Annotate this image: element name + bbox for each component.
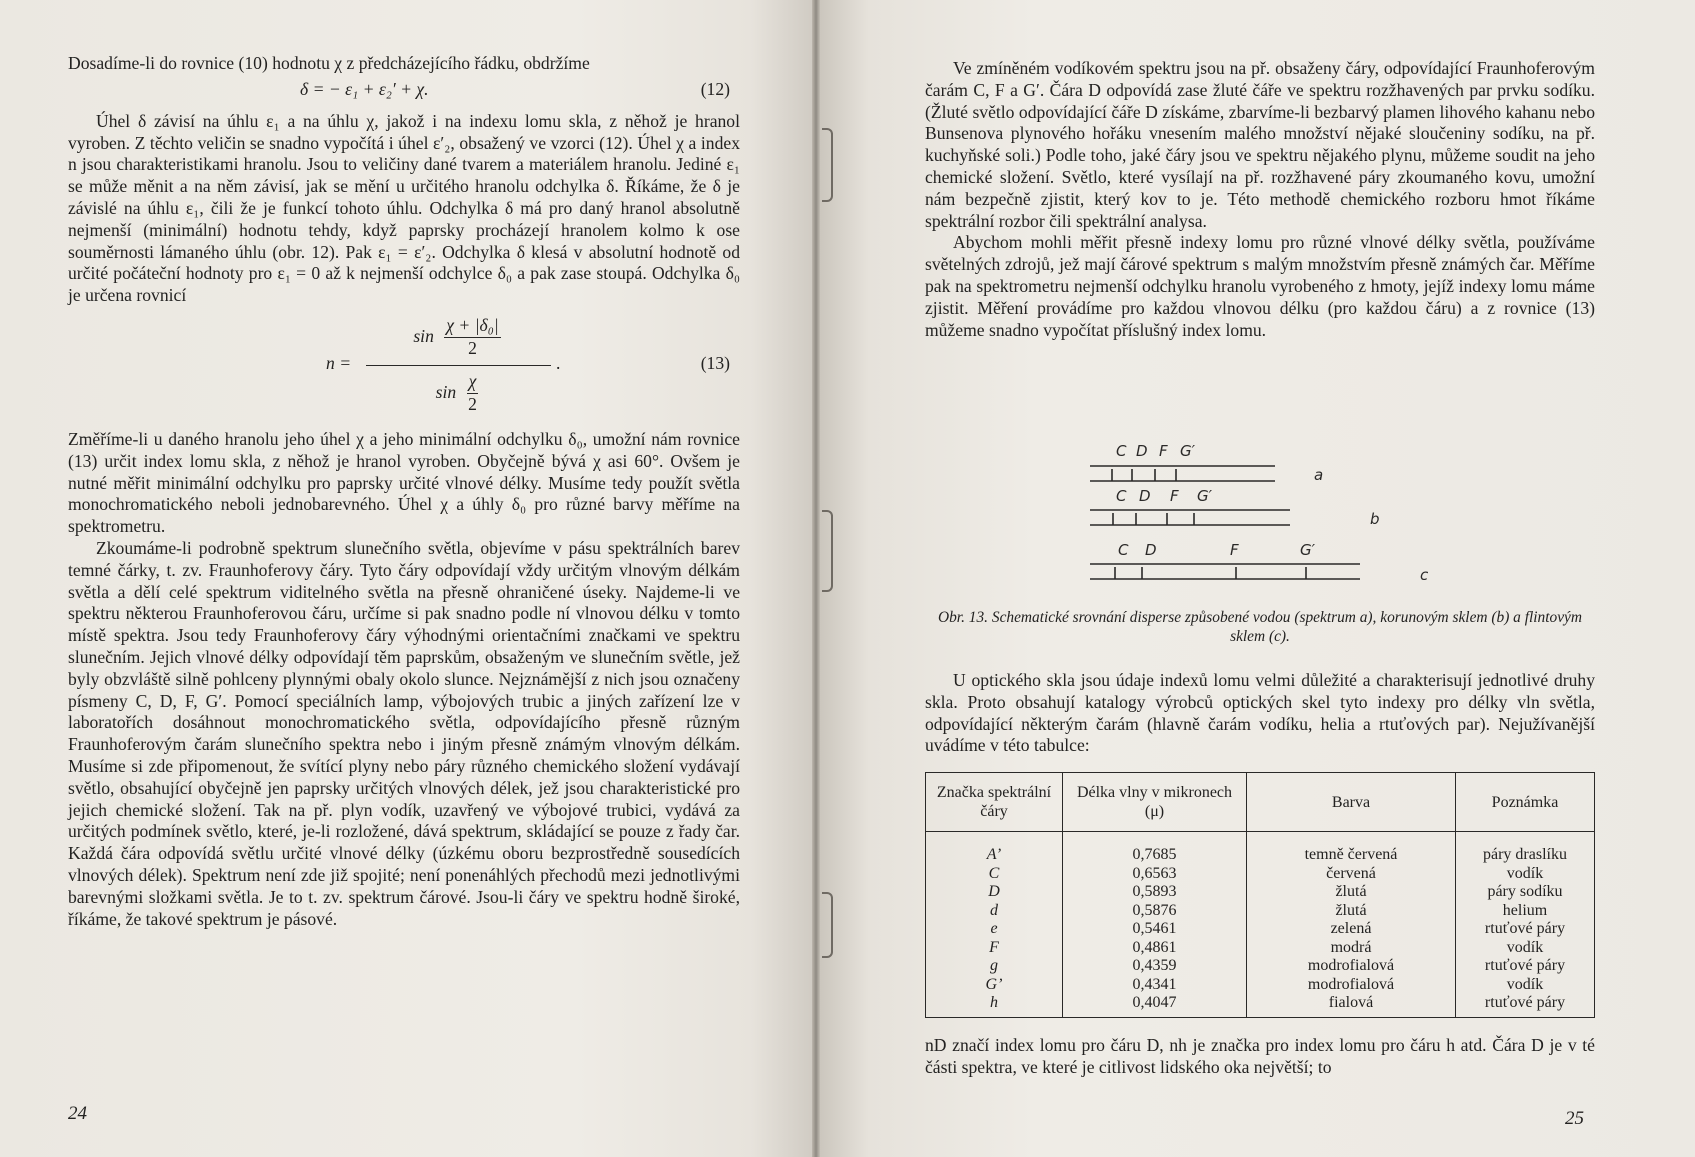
table-cell: červená [1326,864,1376,882]
line-letter: G′ [1197,487,1213,505]
paragraph: Dosadíme-li do rovnice (10) hodnotu χ z předcházejícího řádku, obdržíme [68,53,590,73]
table-cell: 0,5893 [1132,883,1177,900]
equation-13 [68,315,740,421]
table-cell: páry draslíku [1483,846,1567,863]
page-number: 25 [1565,1108,1584,1129]
table-cell: rtuťové páry [1484,957,1566,974]
page-number: 24 [68,1103,87,1124]
table-cell: 0,5876 [1132,901,1177,919]
spectrum-label-a: a [1314,466,1324,484]
wavelength-column [1063,832,1247,1018]
line-letter: G′ [1300,541,1316,559]
fraction-bar [366,365,551,366]
equation-body: δ = − ε₁ + ε₂′ + χ. [300,78,429,99]
paragraph: Změříme-li u daného hranolu jeho úhel χ a jeho minimální odchylku δ₀, umožní nám rovnice (13) určit index lomu skla, z něhož je hranol vyroben. Obyčejně bývá χ asi 60°. Ovšem je nutné měřit minimální odchylku pro paprsky určité vlnové délky. Musíme tedy použít světla monochromatického neboli jednobarevného. Úhel χ a úhly δ₀ pro různé barvy měříme na spektrometru. [68,428,740,537]
table-cell: A’ [986,846,1002,863]
table-cell: modrofialová [1307,975,1395,993]
table-cell: h [990,994,998,1011]
table-header: Barva [1247,773,1456,832]
table-cell: modrofialová [1307,957,1395,974]
left-page-text [68,53,740,930]
table-cell: vodík [1506,938,1544,956]
equation-denominator [372,371,542,416]
numerator-top: χ + |δ₀| [444,315,500,338]
line-letter: F [1230,541,1239,559]
table-cell: helium [1502,901,1548,919]
spectrum-diagram [1080,440,1400,590]
right-page-text-lower [925,670,1595,757]
denominator-two: 2 [468,393,477,414]
table-cell: modrá [1330,938,1372,956]
staple [822,510,833,592]
table-cell: C [988,864,1000,882]
line-column [926,832,1063,1018]
paragraph: Zkoumáme-li podrobně spektrum slunečního světla, objevíme v pásu spektrálních barev temné čárky, t. zv. Fraunhoferovy čáry. Tyto čáry odpovídají vždy určitým vlnovým délkám světla a dělí celé spektrum viditelného světla na přesně ohraničené úseky. Najdeme-li ve spektru některou Fraunhoferovou čáru, určíme si pak snadno podle ní vlnovou délku v tomto místě spektra. Jsou tedy Fraunhoferovy čáry výhodnými orientačními značkami ve spektru slunečním. Jejich vlnové délky odpovídají těm paprskům, obsaženým ve slunečním světle, jež byly obzvláště silně pohlceny plynnými obaly okolo slunce. Nejznámější z nich jsou označeny písmeny C, D, F, G′. Pomocí speciálních lamp, výbojových trubic a jiných zařízení lze v laboratořích dosáhnout monochromatického světla, odpovídajícího přesně různým Fraunhoferovým čarám slunečního spektra nebo i jiným přesně známým vlnovým délkám. Musíme si zde připomenout, že svítící plyny nebo páry různého chemického složení vydávají světlo, obsahující obyčejně jen paprsky určitých vlnových délek, jež jsou charakteristické pro jejich chemické složení. Tak na př. plyn vodík, uzavřený ve výbojové trubici, vydává za určitých podmínek světlo, které, je-li rozložené, dává spektrum, skládající se pouze z řady čar. Každá čára odpovídá světlu určité vlnové délky (úzkému oboru bezprostředně sousedících vlnových délek). Spektrum není zde již spojité; není ponenáhlých přechodů mezi jednotlivými barevnými složkami světla. Je to t. zv. spektrum čárové. Jsou-li čáry ve spektru hodně široké, říkáme, že takové spektrum je pásové. [68,537,740,929]
equation-lhs: n = [326,352,352,373]
table-cell: F [989,938,999,956]
table-cell: e [990,920,998,937]
sin-label: sin [435,382,457,403]
spectral-lines-table [925,772,1595,1018]
right-page-text [925,58,1595,341]
sin-label: sin [413,326,434,347]
paragraph: Úhel δ závisí na úhlu ε₁ a na úhlu χ, jakož i na indexu lomu skla, z něhož je hranol vyroben. Z těchto veličin se snadno vypočítá i úhel ε′₂, obsažený ve vzorci (12). Úhel χ a index n jsou charakteristikami hranolu. Jsou to veličiny dané tvarem a materiálem hranolu. Jediné ε₁ se může měnit a na něm závisí, jak se mění u určitého hranolu odchylka δ. Říkáme, že δ je závislé na úhlu ε₁, čili že je funkcí tohoto úhlu. Odchylka δ má pro daný hranol absolutně nejmenší (minimální) hodnotu tehdy, když paprsky procházejí hranolem kolmo k ose souměrnosti lámaného úhlu (obr. 12). Pak ε₁ = ε′₂. Odchylka δ klesá v absolutní hodnotě od určité počáteční hodnoty pro ε₁ = 0 až k nejmenší odchylce δ₀ a pak zase stoupá. Odchylka δ₀ je určena rovnicí [68,110,740,306]
spectrum-label-b: b [1370,510,1380,528]
table-header: Poznámka [1456,773,1595,832]
paragraph: Abychom mohli měřit přesně indexy lomu pro různé vlnové délky světla, používáme světelných zdrojů, jež mají čárové spektrum s malým množstvím přesně známých čar. Měříme pak na spektrometru nejmenší odchylku hranolu vyrobeného z hmoty, jejíž indexy lomu máme zjistit. Měření provádíme pro každou vlnovou délku (pro každou čáru) a z rovnice (13) můžeme snadno vypočítat příslušný index lomu. [925,232,1595,340]
table-cell: temně červená [1304,846,1398,863]
table-cell: 0,4341 [1132,975,1177,993]
line-letter: D [1145,541,1157,559]
table-cell: G’ [985,975,1003,993]
line-letter: F [1170,487,1179,505]
table-cell: rtuťové páry [1484,920,1566,937]
spectrum-label-c: c [1420,566,1429,584]
denominator-top: χ [467,371,479,394]
table-cell: 0,5461 [1132,920,1177,937]
equation-dot: . [556,352,561,373]
line-letter: G′ [1180,442,1196,460]
table-cell: g [990,957,998,974]
table-cell: 0,4047 [1132,994,1177,1011]
right-page-text-bottom [925,1035,1595,1079]
table-cell: fialová [1328,994,1374,1011]
table-body-row [926,832,1595,1018]
spectrum-figure [1080,440,1429,590]
paragraph: U optického skla jsou údaje indexů lomu velmi důležité a charakterisují jednotlivé druhy skla. Proto obsahují katalogy výrobců optických skel tyto indexy pro délky vln světla, odpovídající některým čarám (hlavně čarám vodíku, helia a rtuťových par). Nejužívanější uvádíme v této tabulce: [925,670,1595,756]
table-header-row [926,773,1595,832]
equation-number: (13) [700,352,730,373]
paragraph: nD značí index lomu pro čáru D, nh je značka pro index lomu pro čáru h atd. Čára D je v té části spektra, ve které je citlivost lidského oka největší; to [925,1035,1595,1077]
table-cell: zelená [1330,920,1372,937]
numerator-two: 2 [468,337,477,358]
line-letter: D [1139,487,1151,505]
staple [822,128,833,202]
table-header: Délka vlny v mikronech (μ) [1063,773,1247,832]
table-cell: žlutá [1335,883,1367,900]
equation-numerator [372,315,542,360]
table-header: Značka spektrální čáry [926,773,1063,832]
figure-caption: Obr. 13. Schematické srovnání disperse způsobené vodou (spektrum a), korunovým sklem (b) a flintovým sklem (c). [938,609,1582,645]
equation-number: (12) [700,78,730,99]
paragraph: Ve zmíněném vodíkovém spektru jsou na př. obsaženy čáry, odpovídající Fraunhoferovým čarám C, F a G′. Čára D odpovídá zase žluté čáře ve spektru rozžhavených par prvku sodíku. (Žluté světlo odpovídající čáře D získáme, zbarvíme-li bezbarvý plamen lihového kahanu nebo Bunsenova plynového hořáku vnesením malého množství nějaké sloučeniny sodíku, na př. kuchyňské soli.) Podle toho, jaké čáry jsou ve spektru nějakého plynu, můžeme soudit na jeho chemické složení. Světlo, které vysílají na př. rozžhavené páry zkoumaného kovu, umožní nám bezpečně zjistit, který kov to je. Této methodě chemického rozboru hmot říkáme spektrální rozbor čili spektrální analysa. [925,58,1595,231]
line-letter: F [1159,442,1168,460]
table-cell: 0,4359 [1132,957,1177,974]
line-letter: C [1118,541,1129,559]
line-letter: C [1116,487,1127,505]
table-cell: 0,4861 [1132,938,1177,956]
table-cell: 0,6563 [1132,864,1177,882]
color-column [1247,832,1456,1018]
equation-12 [68,79,740,105]
note-column [1456,832,1595,1018]
line-letter: C [1116,442,1127,460]
table-cell: rtuťové páry [1484,994,1566,1011]
table-cell: d [990,901,998,919]
table-cell: vodík [1506,975,1544,993]
table-cell: žlutá [1335,901,1367,919]
table-cell: vodík [1506,864,1544,882]
staple [822,892,833,958]
table-cell: D [988,883,1000,900]
table-cell: 0,7685 [1132,846,1177,863]
book-gutter [812,0,820,1157]
line-letter: D [1136,442,1148,460]
table-cell: páry sodíku [1487,883,1563,900]
